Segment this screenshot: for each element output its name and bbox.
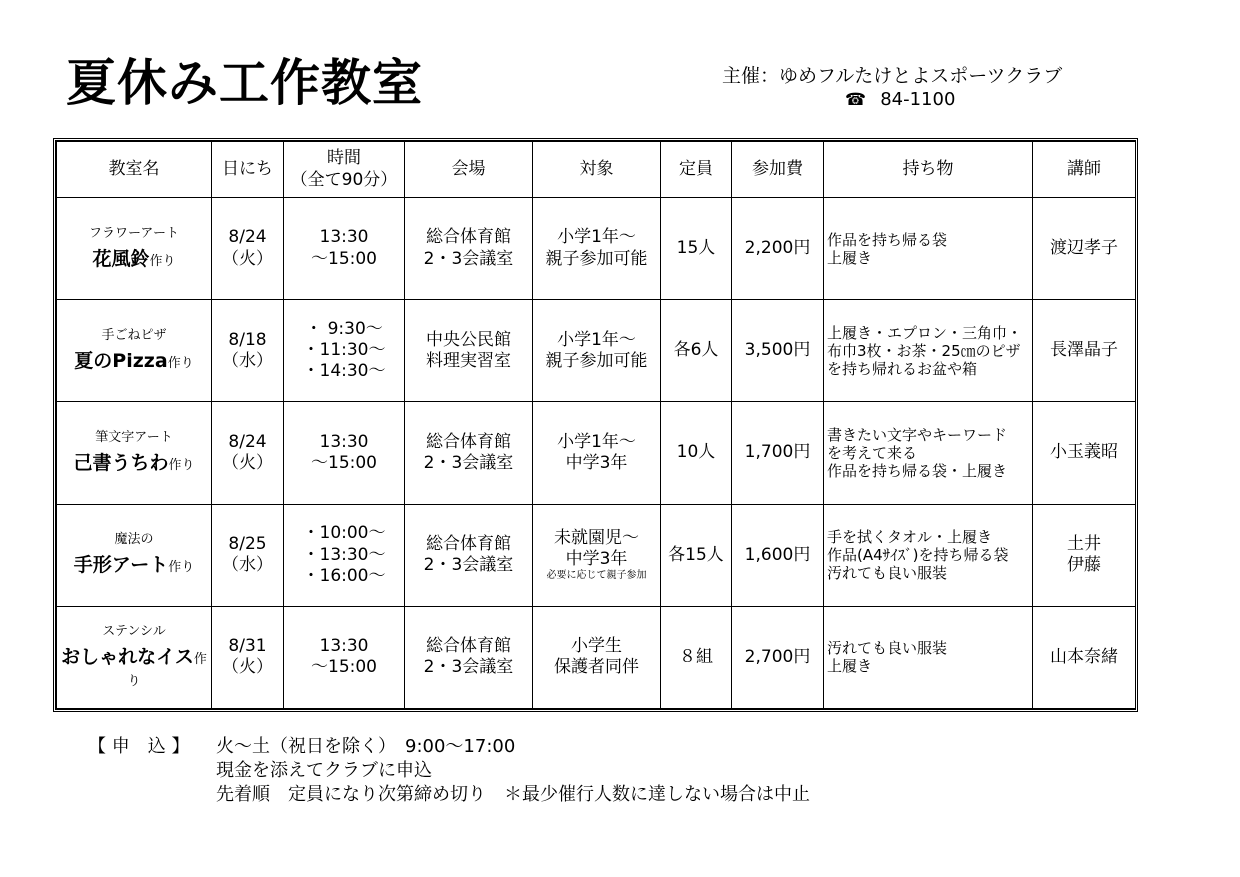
date-cell	[212, 606, 284, 708]
target-cell	[533, 300, 661, 402]
target-line: 保護者同伴	[554, 657, 639, 678]
class-name-cell	[57, 504, 212, 606]
class-title-suffix: 作り	[127, 652, 207, 689]
time-slot: 13:30	[319, 227, 369, 248]
time-slot: 13:30	[319, 431, 369, 452]
class-subtitle: フラワーアート	[89, 225, 179, 241]
header-belongings: 持ち物	[824, 142, 1033, 198]
table-row	[57, 198, 1136, 300]
time-cell	[284, 504, 405, 606]
belongings-cell	[824, 504, 1033, 606]
teacher-cell	[1033, 504, 1136, 606]
fee-cell: 1,600円	[732, 504, 824, 606]
belongings-line: を考えて来る	[827, 443, 918, 462]
application-payment: 現金を添えてクラブに申込	[216, 760, 432, 781]
date-cell	[212, 402, 284, 504]
teacher-cell	[1033, 300, 1136, 402]
time-cell	[284, 198, 405, 300]
fee-cell: 1,700円	[732, 402, 824, 504]
venue-line: 2・3会議室	[423, 248, 514, 269]
header-target: 対象	[533, 142, 661, 198]
date-value: 8/24	[228, 227, 267, 248]
belongings-line: 汚れても良い服装	[827, 639, 948, 658]
target-line: 未就園児～	[554, 527, 639, 548]
class-subtitle: ステンシル	[102, 623, 166, 639]
time-slot: ・10:00～	[302, 523, 386, 544]
belongings-line: 布巾3枚・お茶・25㎝のピザ	[827, 341, 1021, 360]
weekday-value: （火）	[222, 248, 273, 269]
time-slot: ・ 9:30～	[305, 318, 383, 339]
header-time-note: （全て90分）	[290, 169, 398, 190]
capacity-cell: 10人	[661, 402, 732, 504]
belongings-cell	[824, 606, 1033, 708]
venue-line: 2・3会議室	[423, 555, 514, 576]
class-title: 己書うちわ	[73, 452, 169, 475]
schedule-table	[56, 141, 1136, 709]
venue-cell	[405, 300, 533, 402]
target-line: 小学生	[571, 636, 622, 657]
time-cell	[284, 300, 405, 402]
target-line: 小学1年～	[557, 329, 636, 350]
class-title-suffix: 作り	[167, 356, 194, 372]
time-slot: ・16:00～	[302, 565, 386, 586]
belongings-line: 書きたい文字やキーワード	[827, 425, 1008, 444]
target-cell	[533, 504, 661, 606]
schedule-table-frame	[53, 138, 1138, 712]
application-notice: 先着順 定員になり次第締め切り ＊最少催行人数に達しない場合は中止	[216, 784, 810, 805]
teacher-name: 伊藤	[1067, 555, 1101, 576]
time-slot: ・11:30～	[302, 340, 386, 361]
class-title-suffix: 作り	[168, 458, 195, 474]
venue-line: 総合体育館	[426, 431, 511, 452]
venue-line: 2・3会議室	[423, 657, 514, 678]
venue-line: 総合体育館	[426, 533, 511, 554]
date-cell	[212, 198, 284, 300]
application-info	[88, 735, 810, 807]
belongings-line: 作品を持ち帰る袋・上履き	[827, 461, 1008, 480]
application-hours: 火～土（祝日を除く） 9:00～17:00	[216, 736, 516, 757]
weekday-value: （水）	[222, 555, 273, 576]
target-line: 親子参加可能	[545, 350, 648, 371]
target-line: 親子参加可能	[545, 248, 648, 269]
class-name-cell	[57, 198, 212, 300]
header-fee: 参加費	[732, 142, 824, 198]
venue-line: 2・3会議室	[423, 452, 514, 473]
header-time-label: 時間	[327, 148, 361, 169]
target-line: 小学1年～	[557, 227, 636, 248]
date-cell	[212, 504, 284, 606]
capacity-cell: 各6人	[661, 300, 732, 402]
venue-line: 中央公民館	[426, 329, 511, 350]
time-slot: ・14:30～	[302, 361, 386, 382]
date-value: 8/24	[228, 431, 267, 452]
belongings-line: 上履き	[827, 248, 873, 267]
weekday-value: （水）	[222, 350, 273, 371]
teacher-name: 長澤晶子	[1050, 340, 1118, 361]
class-title: 手形アート	[73, 554, 169, 577]
teacher-cell	[1033, 606, 1136, 708]
table-header-row	[57, 142, 1136, 198]
time-slot: ～15:00	[311, 657, 377, 678]
table-row	[57, 402, 1136, 504]
class-name-cell	[57, 402, 212, 504]
date-value: 8/18	[228, 329, 267, 350]
table-row	[57, 300, 1136, 402]
belongings-cell	[824, 300, 1033, 402]
class-name-cell	[57, 606, 212, 708]
venue-cell	[405, 606, 533, 708]
capacity-cell: ８組	[661, 606, 732, 708]
class-title: 夏のPizza	[74, 350, 168, 373]
teacher-cell	[1033, 198, 1136, 300]
time-slot: 13:30	[319, 636, 369, 657]
belongings-line: 上履き	[827, 657, 873, 676]
header-venue: 会場	[405, 142, 533, 198]
date-value: 8/25	[228, 533, 267, 554]
target-line: 中学3年	[565, 452, 628, 473]
class-subtitle: 筆文字アート	[95, 429, 173, 445]
venue-line: 総合体育館	[426, 227, 511, 248]
belongings-line: 手を拭くタオル・上履き	[827, 528, 993, 547]
capacity-cell: 15人	[661, 198, 732, 300]
header-class-name: 教室名	[57, 142, 212, 198]
target-line: 中学3年	[565, 548, 628, 569]
class-title: 花風鈴	[92, 247, 150, 270]
belongings-line: 汚れても良い服装	[827, 564, 948, 583]
target-note: 必要に応じて親子参加	[546, 570, 647, 582]
venue-cell	[405, 402, 533, 504]
class-title-suffix: 作り	[149, 253, 176, 269]
target-line: 小学1年～	[557, 431, 636, 452]
class-title-suffix: 作り	[168, 560, 195, 576]
table-row	[57, 606, 1136, 708]
telephone	[845, 90, 955, 110]
belongings-line: を持ち帰れるお盆や箱	[827, 359, 978, 378]
belongings-line: 作品を持ち帰る袋	[827, 230, 948, 249]
date-cell	[212, 300, 284, 402]
venue-cell	[405, 504, 533, 606]
target-cell	[533, 402, 661, 504]
weekday-value: （火）	[222, 452, 273, 473]
teacher-name: 土井	[1067, 533, 1101, 554]
target-cell	[533, 606, 661, 708]
time-slot: ・13:30～	[302, 544, 386, 565]
time-slot: ～15:00	[311, 452, 377, 473]
teacher-name: 山本奈緒	[1050, 646, 1118, 667]
weekday-value: （火）	[222, 657, 273, 678]
venue-line: 料理実習室	[426, 350, 511, 371]
time-slot: ～15:00	[311, 248, 377, 269]
venue-line: 総合体育館	[426, 636, 511, 657]
header-teacher: 講師	[1033, 142, 1136, 198]
page-title: 夏休み工作教室	[66, 54, 423, 112]
header-date: 日にち	[212, 142, 284, 198]
class-subtitle: 手ごねピザ	[101, 327, 167, 343]
belongings-line: 作品(A4ｻｲｽﾞ)を持ち帰る袋	[827, 546, 1009, 565]
class-subtitle: 魔法の	[114, 532, 154, 548]
capacity-cell: 各15人	[661, 504, 732, 606]
belongings-cell	[824, 198, 1033, 300]
header-capacity: 定員	[661, 142, 732, 198]
belongings-cell	[824, 402, 1033, 504]
date-value: 8/31	[228, 636, 267, 657]
fee-cell: 2,200円	[732, 198, 824, 300]
time-cell	[284, 402, 405, 504]
application-label: 【 申 込 】	[88, 736, 190, 757]
target-cell	[533, 198, 661, 300]
time-cell	[284, 606, 405, 708]
phone-icon: ☎	[845, 90, 867, 110]
teacher-name: 小玉義昭	[1050, 442, 1118, 463]
teacher-cell	[1033, 402, 1136, 504]
telephone-number: 84-1100	[880, 89, 956, 110]
belongings-line: 上履き・エプロン・三角巾・	[827, 323, 1023, 342]
fee-cell: 3,500円	[732, 300, 824, 402]
fee-cell: 2,700円	[732, 606, 824, 708]
organizer: 主催：ゆめフルたけとよスポーツクラブ	[722, 65, 1063, 87]
table-row	[57, 504, 1136, 606]
class-title: おしゃれなイス	[61, 646, 194, 668]
class-name-cell	[57, 300, 212, 402]
teacher-name: 渡辺孝子	[1050, 237, 1118, 258]
header-time	[284, 142, 405, 198]
venue-cell	[405, 198, 533, 300]
